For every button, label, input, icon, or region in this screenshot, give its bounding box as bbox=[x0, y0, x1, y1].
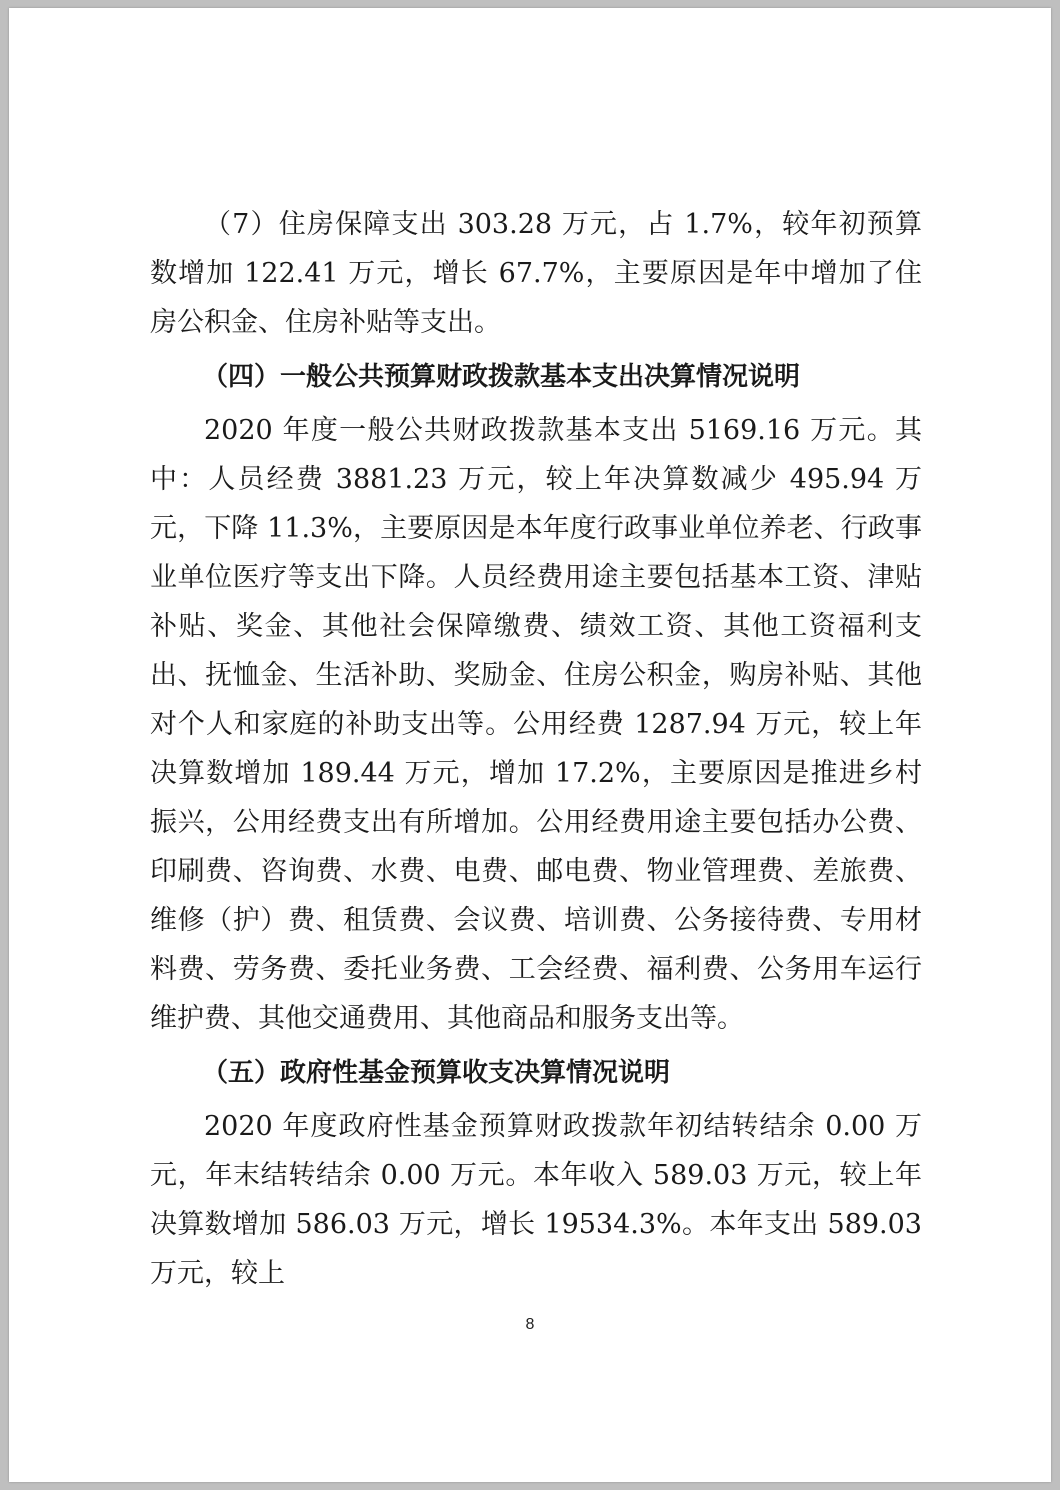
section-heading-government-fund: （五）政府性基金预算收支决算情况说明 bbox=[202, 1058, 671, 1088]
page-number: 8 bbox=[525, 1316, 535, 1333]
paragraph-housing-expenditure: （7）住房保障支出 303.28 万元，占 1.7%，较年初预算数增加 122.41 万元，增长 67.7%，主要原因是年中增加了住房公积金、住房补贴等支出。 bbox=[150, 209, 922, 338]
paragraph-government-fund: 2020 年度政府性基金预算财政拨款年初结转结余 0.00 万元，年末结转结余 0.00 万元。本年收入 589.03 万元，较上年决算数增加 586.03 万元，增长 19534.3%。本年支出 589.03 万元，较上 bbox=[150, 1111, 922, 1289]
document-page bbox=[9, 8, 1051, 1482]
document-body bbox=[150, 200, 922, 1298]
paragraph-basic-expenditure: 2020 年度一般公共财政拨款基本支出 5169.16 万元。其中：人员经费 3881.23 万元，较上年决算数减少 495.94 万元，下降 11.3%，主要原因是本年度行政事业单位养老、行政事业单位医疗等支出下降。人员经费用途主要包括基本工资、津贴补贴、奖金、其他社会保障缴费、绩效工资、其他工资福利支出、抚恤金、生活补助、奖励金、住房公积金，购房补贴、其他对个人和家庭的补助支出等。公用经费 1287.94 万元，较上年决算数增加 189.44 万元，增加 17.2%，主要原因是推进乡村振兴，公用经费支出有所增加。公用经费用途主要包括办公费、印刷费、咨询费、水费、电费、邮电费、物业管理费、差旅费、维修（护）费、租赁费、会议费、培训费、公务接待费、专用材料费、劳务费、委托业务费、工会经费、福利费、公务用车运行维护费、其他交通费用、其他商品和服务支出等。 bbox=[150, 415, 922, 1034]
section-heading-basic-expenditure: （四）一般公共预算财政拨款基本支出决算情况说明 bbox=[202, 362, 801, 392]
